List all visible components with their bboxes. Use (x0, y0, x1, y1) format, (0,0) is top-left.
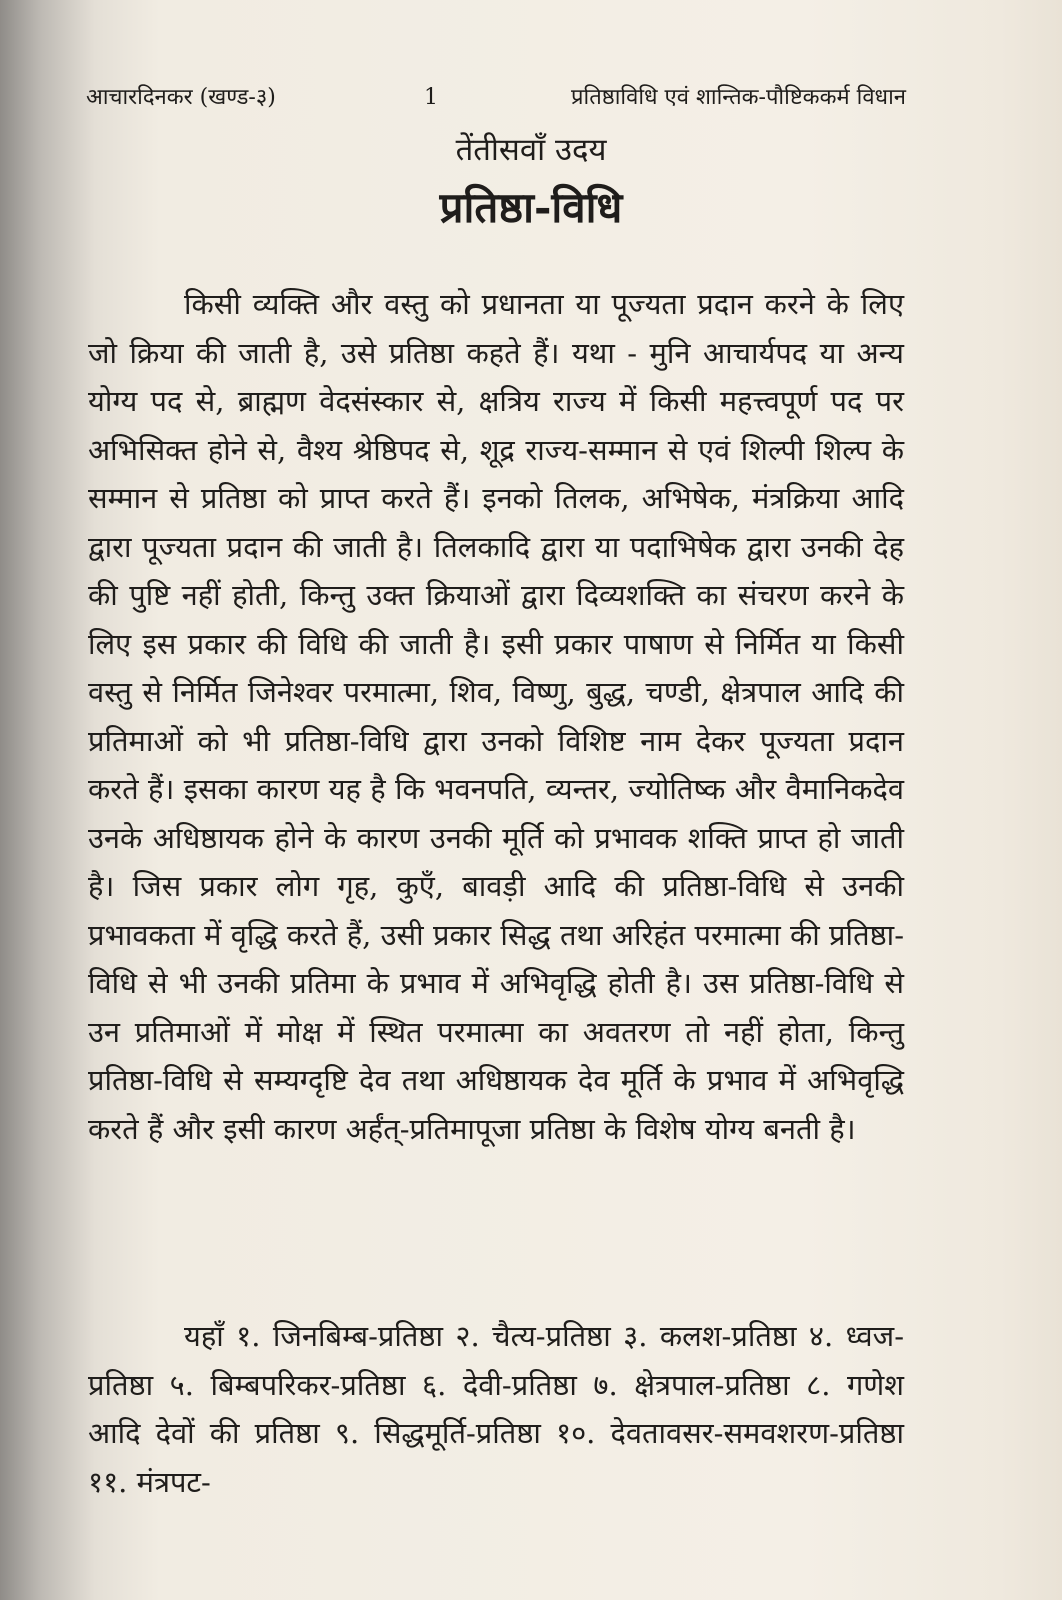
page-number: 1 (424, 85, 438, 110)
section-title: प्रतिष्ठाविधि एवं शान्तिक-पौष्टिककर्म विधान (570, 85, 906, 110)
chapter-label: तेंतीसवाँ उदय (455, 132, 607, 168)
body-paragraph: किसी व्यक्ति और वस्तु को प्रधानता या पूज्यता प्रदान करने के लिए जो क्रिया की जाती है, उसे प्रतिष्ठा कहते हैं। यथा - मुनि आचार्यपद या अन्य योग्य पद से, ब्राह्मण वेदसंस्कार से, क्षत्रिय राज्य में किसी महत्त्वपूर्ण पद पर अभिसिक्त होने से, वैश्य श्रेष्ठिपद से, शूद्र राज्य-सम्मान से एवं शिल्पी शिल्प के सम्मान से प्रतिष्ठा को प्राप्त करते हैं। इनको तिलक, अभिषेक, मंत्रक्रिया आदि द्वारा पूज्यता प्रदान की जाती है। तिलकादि द्वारा या पदाभिषेक द्वारा उनकी देह की पुष्टि नहीं होती, किन्तु उक्त क्रियाओं द्वारा दिव्यशक्ति का संचरण करने के लिए इस प्रकार की विधि की जाती है। इसी प्रकार पाषाण से निर्मित या किसी वस्तु से निर्मित जिनेश्वर परमात्मा, शिव, विष्णु, बुद्ध, चण्डी, क्षेत्रपाल आदि की प्रतिमाओं को भी प्रतिष्ठा-विधि द्वारा उनको विशिष्ट नाम देकर पूज्यता प्रदान करते हैं। इसका कारण यह है कि भवनपति, व्यन्तर, ज्योतिष्क और वैमानिकदेव उनके अधिष्ठायक होने के कारण उनकी मूर्ति को प्रभावक शक्ति प्राप्त हो जाती है। जिस प्रकार लोग गृह, कुएँ, बावड़ी आदि की प्रतिष्ठा-विधि से उनकी प्रभावकता में वृद्धि करते हैं, उसी प्रकार सिद्ध तथा अरिहंत परमात्मा की प्रतिष्ठा-विधि से भी उनकी प्रतिमा के प्रभाव में अभिवृद्धि होती है। उस प्रतिष्ठा-विधि से उन प्रतिमाओं में मोक्ष में स्थित परमात्मा का अवतरण तो नहीं होता, किन्तु प्रतिष्ठा-विधि से सम्यग्दृष्टि देव तथा अधिष्ठायक देव मूर्ति के प्रभाव में अभिवृद्धि करते हैं और इसी कारण अर्हंत्-प्रतिमापूजा प्रतिष्ठा के विशेष योग्य बनती है। (88, 287, 904, 1146)
body-paragraph: यहाँ १. जिनबिम्ब-प्रतिष्ठा २. चैत्य-प्रतिष्ठा ३. कलश-प्रतिष्ठा ४. ध्वज-प्रतिष्ठा ५. बिम्बपरिकर-प्रतिष्ठा ६. देवी-प्रतिष्ठा ७. क्षेत्रपाल-प्रतिष्ठा ८. गणेश आदि देवों की प्रतिष्ठा ९. सिद्धमूर्ति-प्रतिष्ठा १०. देवतावसर-समवशरण-प्रतिष्ठा ११. मंत्रपट- (88, 1319, 904, 1499)
book-title-volume: आचारदिनकर (खण्ड-३) (86, 85, 276, 110)
running-header (86, 78, 906, 118)
chapter-title: प्रतिष्ठा-विधि (439, 183, 623, 232)
